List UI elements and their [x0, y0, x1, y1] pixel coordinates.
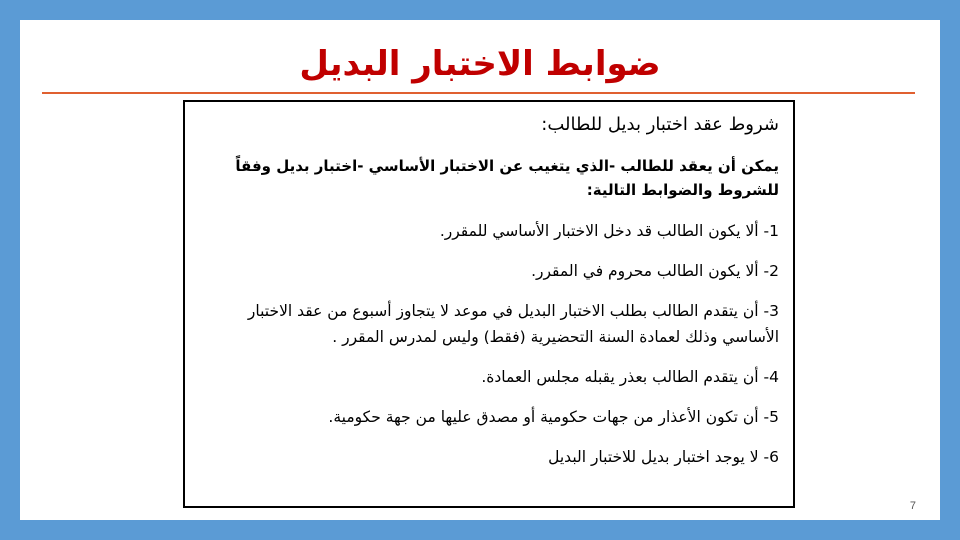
slide	[20, 20, 940, 520]
content-text	[193, 110, 779, 484]
content-box	[183, 100, 795, 508]
condition-item-6: 6- لا يوجد اختبار بديل للاختبار البديل	[548, 448, 779, 466]
page-number: 7	[909, 500, 916, 512]
content-heading: شروط عقد اختبار بديل للطالب:	[541, 114, 779, 135]
condition-item-3: 3- أن يتقدم الطالب بطلب الاختبار البديل في موعد لا يتجاوز أسبوع من عقد الاختبار الأساسي وذلك لعمادة السنة التحضيرية (فقط) وليس لمدرس المقرر .	[247, 302, 779, 346]
condition-item-2: 2- ألا يكون الطالب محروم في المقرر.	[531, 262, 779, 280]
condition-item-4: 4- أن يتقدم الطالب بعذر يقبله مجلس العمادة.	[481, 368, 779, 386]
title-divider	[42, 92, 915, 94]
condition-item-5: 5- أن تكون الأعذار من جهات حكومية أو مصدق عليها من جهة حكومية.	[328, 408, 779, 426]
condition-item-1: 1- ألا يكون الطالب قد دخل الاختبار الأساسي للمقرر.	[439, 222, 779, 240]
content-intro: يمكن أن يعقد للطالب -الذي يتغيب عن الاختبار الأساسي -اختبار بديل وفقاً للشروط والضوابط التالية:	[235, 157, 779, 199]
slide-title: ضوابط الاختبار البديل	[299, 44, 661, 84]
